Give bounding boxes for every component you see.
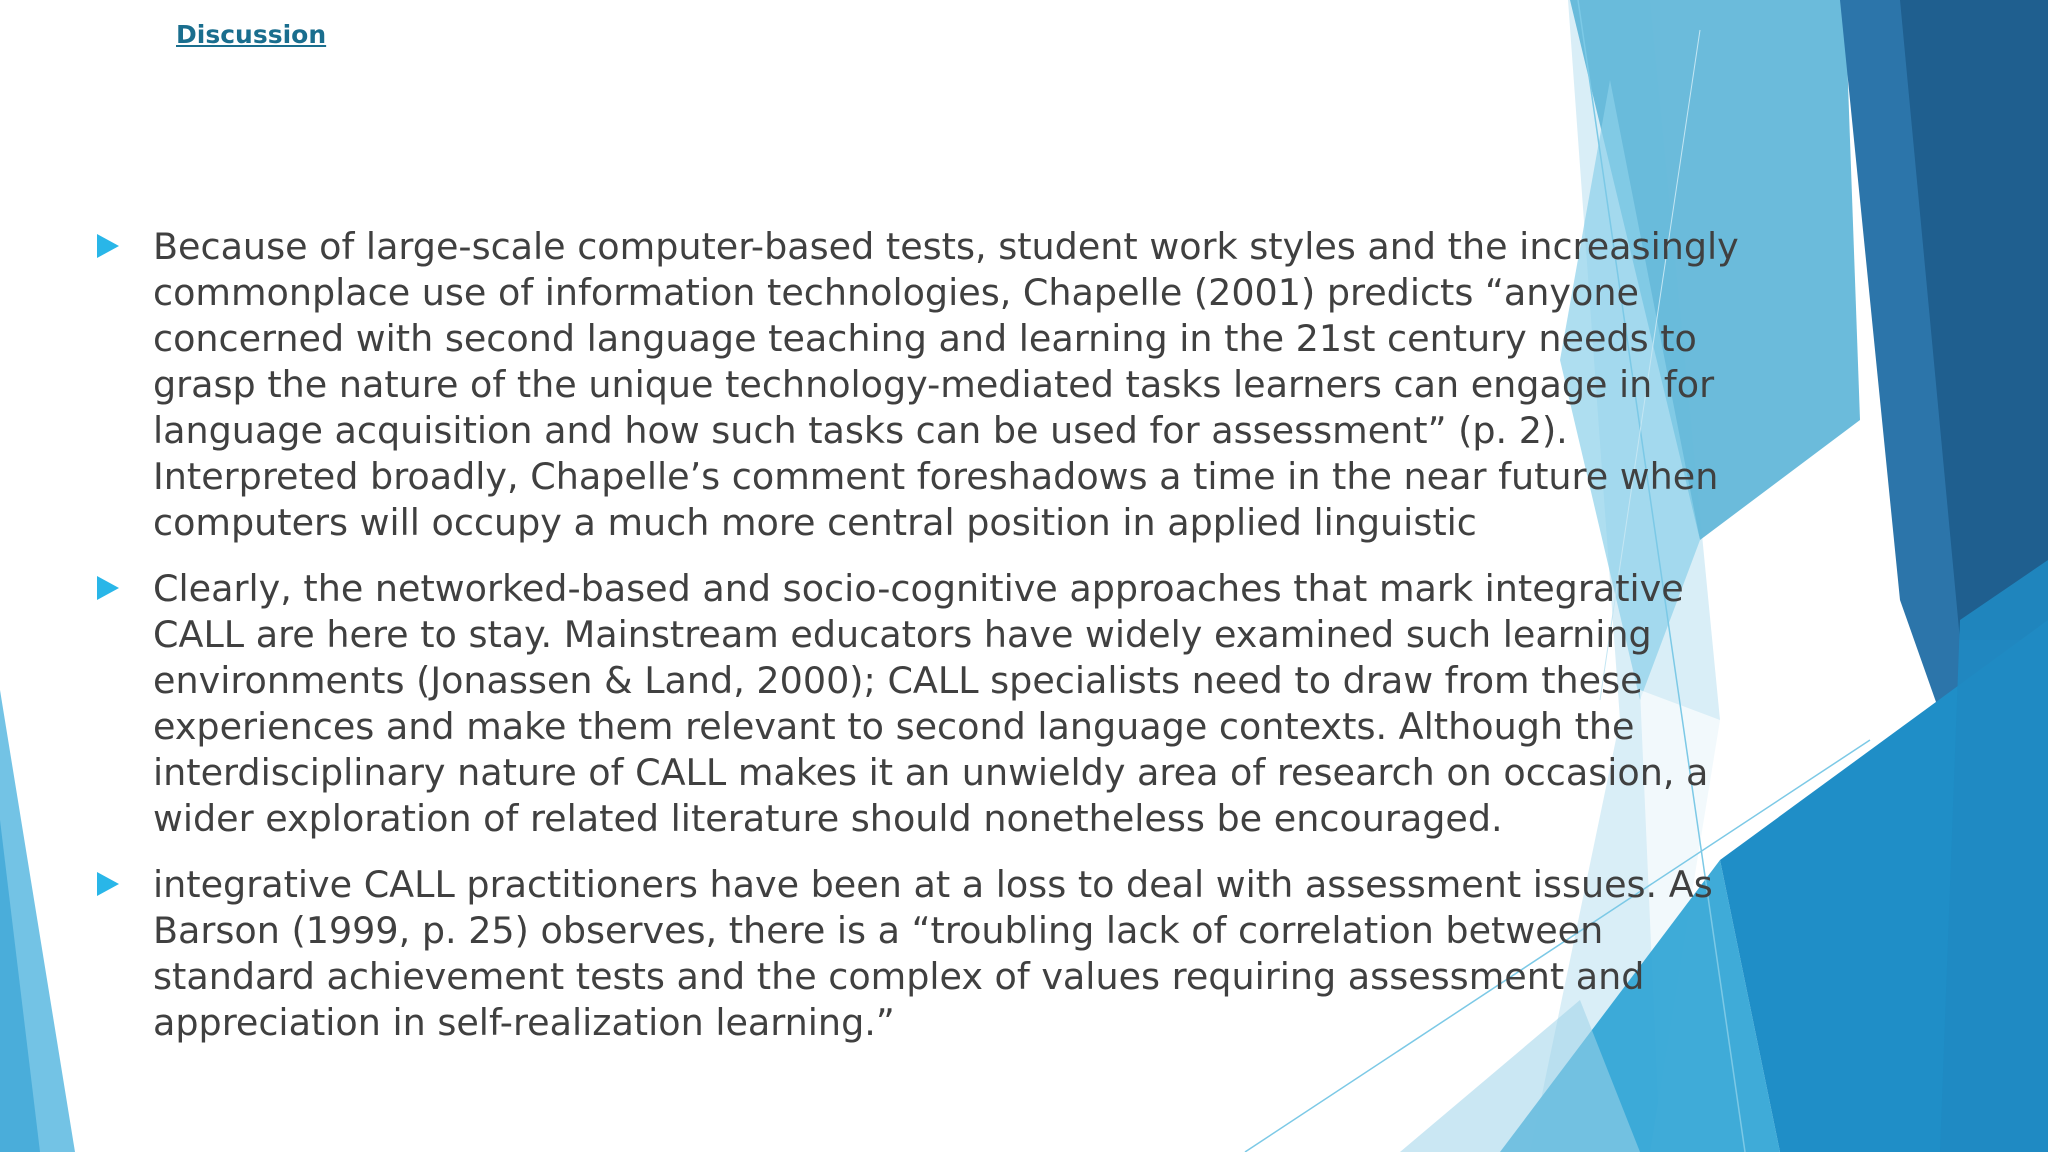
triangle-bullet-icon	[97, 872, 119, 896]
triangle-bullet-icon	[97, 234, 119, 258]
discussion-link[interactable]: Discussion	[176, 20, 327, 49]
bullet-text: Because of large-scale computer-based tests, student work styles and the increasingly commonplace use of information technologies, Chapelle (2001) predicts “anyone concerned with second language teaching and learning in the 21st century needs to grasp the nature of the unique technology-mediated tasks learners can engage in for language acquisition and how such tasks can be used for assessment” (p. 2). Interpreted broadly, Chapelle’s comment foreshadows a time in the near future when computers will occupy a much more central position in applied linguistic	[153, 225, 1739, 544]
bullet-text: Clearly, the networked-based and socio-cognitive approaches that mark integrative CALL are here to stay. Mainstream educators have widely examined such learning environments (Jonassen & Land, 2000); CALL specialists need to draw from these experiences and make them relevant to second language contexts. Although the interdisciplinary nature of CALL makes it an unwieldy area of research on occasion, a wider exploration of related literature should nonetheless be encouraged.	[153, 567, 1709, 840]
bullet-item	[96, 862, 1756, 1046]
bullet-list	[96, 224, 1756, 1066]
bullet-text: integrative CALL practitioners have been at a loss to deal with assessment issues. As Barson (1999, p. 25) observes, there is a “troubling lack of correlation between standard achievement tests and the complex of values requiring assessment and appreciation in self-realization learning.”	[153, 863, 1713, 1044]
bullet-item	[96, 566, 1756, 842]
triangle-bullet-icon	[97, 576, 119, 600]
bullet-item	[96, 224, 1756, 546]
